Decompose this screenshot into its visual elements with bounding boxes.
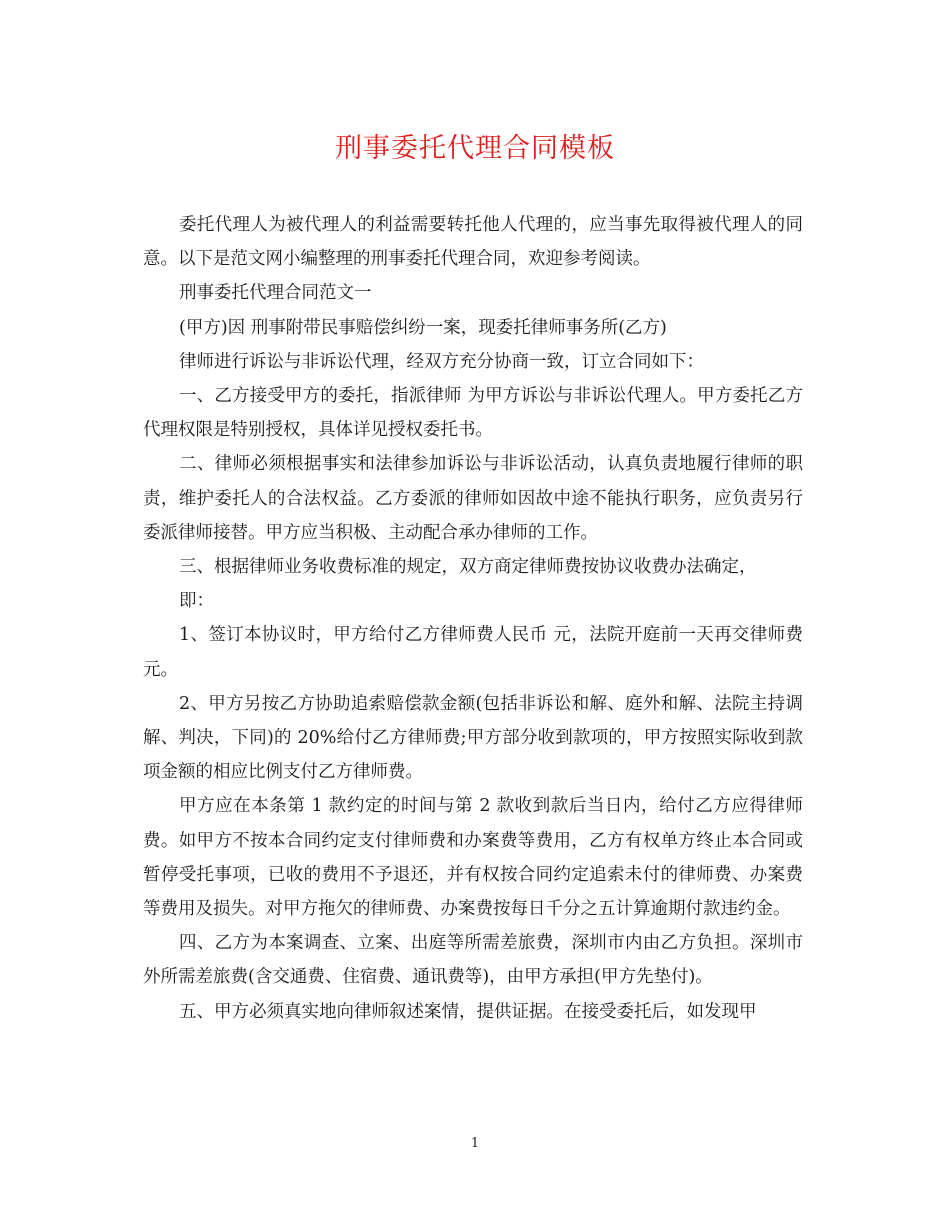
paragraph-agreement-intro: 律师进行诉讼与非诉讼代理，经双方充分协商一致，订立合同如下： [179, 351, 704, 372]
paragraph-clause-2: 二、律师必须根据事实和法律参加诉讼与非诉讼活动，认真负责地履行律师的职责，维护委托人的合法权益。乙方委派的律师如因故中途不能执行职务，应负责另行委派律师接替。甲方应当积极、主动配合承办律师的工作。 [143, 454, 803, 543]
paragraph-intro: 委托代理人为被代理人的利益需要转托他人代理的，应当事先取得被代理人的同意。以下是范文网小编整理的刑事委托代理合同，欢迎参考阅读。 [143, 215, 803, 270]
page-number: 1 [470, 1136, 480, 1151]
paragraph-clause-3-cont: 即： [179, 591, 214, 612]
paragraph-party-a: (甲方)因 刑事附带民事赔偿纠纷一案，现委托律师事务所(乙方) [179, 317, 667, 338]
paragraph-sample-heading: 刑事委托代理合同范文一 [179, 283, 372, 304]
paragraph-clause-1: 一、乙方接受甲方的委托，指派律师 为甲方诉讼与非诉讼代理人。甲方委托乙方代理权限是特别授权，具体详见授权委托书。 [143, 386, 803, 441]
document-body [143, 208, 803, 1029]
document-title: 刑事委托代理合同模板 [335, 133, 615, 164]
paragraph-clause-3: 三、根据律师业务收费标准的规定，双方商定律师费按协议收费办法确定， [179, 557, 757, 578]
paragraph-fee-item-1: 1、签订本协议时，甲方给付乙方律师费人民币 元，法院开庭前一天再交律师费 元。 [143, 625, 803, 680]
paragraph-fee-item-2: 2、甲方另按乙方协助追索赔偿款金额(包括非诉讼和解、庭外和解、法院主持调解、判决，下同)的 20%给付乙方律师费;甲方部分收到款项的，甲方按照实际收到款项金额的相应比例支付乙方律师费。 [143, 693, 803, 783]
paragraph-clause-4: 四、乙方为本案调查、立案、出庭等所需差旅费，深圳市内由乙方负担。深圳市外所需差旅费(含交通费、住宿费、通讯费等)，由甲方承担(甲方先垫付)。 [143, 933, 803, 988]
paragraph-clause-5: 五、甲方必须真实地向律师叙述案情，提供证据。在接受委托后，如发现甲 [179, 1001, 757, 1022]
paragraph-payment-terms: 甲方应在本条第 1 款约定的时间与第 2 款收到款后当日内，给付乙方应得律师费。如甲方不按本合同约定支付律师费和办案费等费用，乙方有权单方终止本合同或暂停受托事项，已收的费用不予退还，并有权按合同约定追索未付的律师费、办案费等费用及损失。对甲方拖欠的律师费、办案费按每日千分之五计算逾期付款违约金。 [143, 796, 803, 920]
